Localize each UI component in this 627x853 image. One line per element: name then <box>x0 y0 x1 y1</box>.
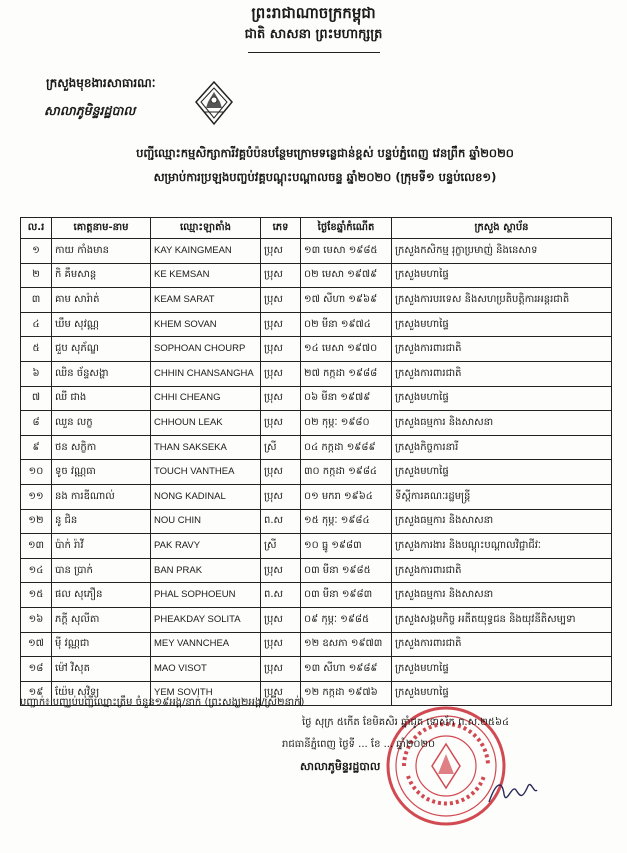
sex: ប្រុស <box>261 558 301 583</box>
signatory-title: សាលាភូមិន្ទរដ្ឋបាល <box>300 760 381 773</box>
table-row <box>21 361 612 386</box>
sex: ប្រុស <box>261 263 301 288</box>
date-of-birth: ០២ កុម្ភៈ ១៩៨០ <box>301 411 392 436</box>
khmer-name: ភក្តី សុលីតា <box>52 607 151 632</box>
ministry: ក្រសួងការពារជាតិ <box>392 632 612 657</box>
ministry: ក្រសួងមហាផ្ទៃ <box>392 460 612 485</box>
khmer-name: ម៉ី វណ្ណជា <box>52 632 151 657</box>
ministry: ទីស្តីការគណៈរដ្ឋមន្ត្រី <box>392 484 612 509</box>
ministry: ក្រសួងធម្មការ និងសាសនា <box>392 411 612 436</box>
table-row <box>21 337 612 362</box>
document-title: បញ្ជីឈ្មោះកម្មសិក្សាការីវគ្គបំប៉នបន្ថែមក្រោមទន្លេជាន់ខ្ពស់ បន្ទប់ភ្នំពេញ វេនព្រឹក ឆ្នាំ២០២០ <box>136 146 514 160</box>
date-of-birth: ០៤ កក្កដា ១៩៨៩ <box>301 435 392 460</box>
header-date-of-birth: ថ្ងៃខែឆ្នាំកំណើត <box>301 218 392 239</box>
khmer-name: ម៉ៅ វិសុត <box>52 657 151 682</box>
latin-name: MAO VISOT <box>151 657 261 682</box>
khmer-name: កិ គឹមសាន្ត <box>52 263 151 288</box>
sex: ព.ស <box>261 583 301 608</box>
table-row <box>21 411 612 436</box>
khmer-name: ឃឹម សុវណ្ណ <box>52 312 151 337</box>
row-number: ២ <box>21 263 52 288</box>
header-number: ល.រ <box>21 218 52 239</box>
row-number: ៧ <box>21 386 52 411</box>
latin-name: CHHOUN LEAK <box>151 411 261 436</box>
sex: ប្រុស <box>261 239 301 264</box>
khmer-name: បាន ប្រាក់ <box>52 558 151 583</box>
latin-name: THAN SAKSEKA <box>151 435 261 460</box>
table-row <box>21 509 612 534</box>
table-row <box>21 386 612 411</box>
latin-name: KAY KAINGMEAN <box>151 239 261 264</box>
date-of-birth: ១៥ កុម្ភៈ ១៩៨៤ <box>301 509 392 534</box>
row-number: ៤ <box>21 312 52 337</box>
ministry: ក្រសួងធម្មការ និងសាសនា <box>392 583 612 608</box>
table-row <box>21 657 612 682</box>
date-of-birth: ១០ ធ្នូ ១៩៨៣ <box>301 534 392 559</box>
header-khmer-name: គោត្តនាម-នាម <box>52 218 151 239</box>
date-of-birth: ១៧ សីហា ១៩៦៩ <box>301 288 392 313</box>
header-ministry: ក្រសួង ស្ថាប័ន <box>392 218 612 239</box>
latin-name: YEM SOVITH <box>151 681 261 706</box>
ministry: ក្រសួងកសិកម្ម រុក្ខាប្រមាញ់ និងនេសាទ <box>392 239 612 264</box>
footer-note: បញ្ជាក់៖ បញ្ឈប់បញ្ជីឈ្មោះត្រឹម ចំនួន១៩អង្គ/នាក់ (ព្រះសង្ឃ២អង្គ/ស្រី២នាក់) <box>20 697 305 708</box>
sex: ប្រុស <box>261 632 301 657</box>
document-subtitle: សម្រាប់ការប្រឡងបញ្ចប់វគ្គបណ្តុះបណ្តាលចន្ទ ឆ្នាំ២០២០ (ក្រុមទី១ បន្ទប់លេខ១) <box>153 170 497 184</box>
table-row <box>21 484 612 509</box>
latin-name: CHHI CHEANG <box>151 386 261 411</box>
signature-icon <box>486 772 540 810</box>
sex: ប្រុស <box>261 607 301 632</box>
khmer-name: នូ ជិន <box>52 509 151 534</box>
latin-name: MEY VANNCHEA <box>151 632 261 657</box>
row-number: ១៦ <box>21 607 52 632</box>
row-number: ១០ <box>21 460 52 485</box>
sex: ប្រុស <box>261 288 301 313</box>
khmer-name: ឈួន លក្ខ <box>52 411 151 436</box>
place-date-line: រាជធានីភ្នំពេញ ថ្ងៃទី ... ខែ ... ឆ្នាំ២០២០ <box>282 739 436 750</box>
latin-name: BAN PRAK <box>151 558 261 583</box>
khmer-name: កាយ កាំងមាន <box>52 239 151 264</box>
table-row <box>21 460 612 485</box>
date-of-birth: ១៣ មេសា ១៩៨៥ <box>301 239 392 264</box>
row-number: ៩ <box>21 435 52 460</box>
khmer-name: ឈី ជាង <box>52 386 151 411</box>
sex: ស្រី <box>261 435 301 460</box>
latin-name: CHHIN CHANSANGHA <box>151 361 261 386</box>
row-number: ១៣ <box>21 534 52 559</box>
table-row <box>21 583 612 608</box>
latin-name: PAK RAVY <box>151 534 261 559</box>
ministry: ក្រសួងមហាផ្ទៃ <box>392 312 612 337</box>
date-of-birth: ០៣ មីនា ១៩៨៣ <box>301 583 392 608</box>
ministry: ក្រសួងសង្គមកិច្ច អតីតយុទ្ធជន និងយុវនីតិសម្បទា <box>392 607 612 632</box>
latin-name: KHEM SOVAN <box>151 312 261 337</box>
motto-divider <box>248 52 380 53</box>
school-name: សាលាភូមិន្ទរដ្ឋបាល <box>44 103 136 118</box>
ministry: ក្រសួងមហាផ្ទៃ <box>392 263 612 288</box>
date-of-birth: ០២ មីនា ១៩៧៤ <box>301 312 392 337</box>
row-number: ៥ <box>21 337 52 362</box>
latin-name: NONG KADINAL <box>151 484 261 509</box>
kingdom-heading: ព្រះរាជាណាចក្រកម្ពុជា <box>251 4 376 22</box>
school-emblem-icon <box>192 80 236 126</box>
khmer-name: យ៉ែម សុវិទ្យ <box>52 681 151 706</box>
table-row <box>21 534 612 559</box>
latin-name: KEAM SARAT <box>151 288 261 313</box>
date-of-birth: ១២ ឧសភា ១៩៧៣ <box>301 632 392 657</box>
row-number: ១ <box>21 239 52 264</box>
table-row <box>21 239 612 264</box>
khmer-name: ផល សុភឿន <box>52 583 151 608</box>
table-row <box>21 312 612 337</box>
ministry: ក្រសួងការពារជាតិ <box>392 337 612 362</box>
trainee-table <box>20 217 612 706</box>
table-row <box>21 288 612 313</box>
row-number: ៣ <box>21 288 52 313</box>
row-number: ១៨ <box>21 657 52 682</box>
date-of-birth: ១៤ មេសា ១៩៧០ <box>301 337 392 362</box>
sex: ប្រុស <box>261 681 301 706</box>
date-of-birth: ០២ មេសា ១៩៧៩ <box>301 263 392 288</box>
row-number: ១៩ <box>21 681 52 706</box>
date-of-birth: ៣០ កក្កដា ១៩៨៤ <box>301 460 392 485</box>
sex: ប្រុស <box>261 386 301 411</box>
date-of-birth: ០៣ មីនា ១៩៨៥ <box>301 558 392 583</box>
latin-name: PHAL SOPHOEUN <box>151 583 261 608</box>
latin-name: KE KEMSAN <box>151 263 261 288</box>
khmer-name: ទូច វណ្ណធា <box>52 460 151 485</box>
sex: ស្រី <box>261 534 301 559</box>
table-row <box>21 435 612 460</box>
ministry: ក្រសួងធម្មការ និងសាសនា <box>392 509 612 534</box>
ministry: ក្រសួងការងារ និងបណ្តុះបណ្តាលវិជ្ជាជីវៈ <box>392 534 612 559</box>
ministry: ក្រសួងមហាផ្ទៃ <box>392 386 612 411</box>
date-of-birth: ០១ មករា ១៩៦៤ <box>301 484 392 509</box>
date-of-birth: ០៦ មីនា ១៩៧៩ <box>301 386 392 411</box>
date-of-birth: ១២ កក្កដា ១៩៧៦ <box>301 681 392 706</box>
khmer-name: ប៉ាក់ រ៉ាវី <box>52 534 151 559</box>
row-number: ១១ <box>21 484 52 509</box>
row-number: ១៥ <box>21 583 52 608</box>
sex: ប្រុស <box>261 460 301 485</box>
table-row <box>21 263 612 288</box>
row-number: ១៤ <box>21 558 52 583</box>
ministry: ក្រសួងការពារជាតិ <box>392 361 612 386</box>
national-motto: ជាតិ សាសនា ព្រះមហាក្សត្រ <box>244 27 383 42</box>
khmer-name: ឈិន ច័ន្ទសង្ហា <box>52 361 151 386</box>
row-number: ១២ <box>21 509 52 534</box>
sex: ប្រុស <box>261 312 301 337</box>
latin-name: TOUCH VANTHEA <box>151 460 261 485</box>
header-latin-name: ឈ្មោះឡាតាំង <box>151 218 261 239</box>
ministry: ក្រសួងការបរទេស និងសហប្រតិបត្តិការអន្តរជាតិ <box>392 288 612 313</box>
ministry: ក្រសួងការពារជាតិ <box>392 558 612 583</box>
khmer-name: ថន សក្ខិកា <box>52 435 151 460</box>
sex: ប្រុស <box>261 411 301 436</box>
date-of-birth: ០៩ កុម្ភៈ ១៩៨៥ <box>301 607 392 632</box>
header-sex: ភេទ <box>261 218 301 239</box>
sex: ប្រុស <box>261 337 301 362</box>
row-number: ៦ <box>21 361 52 386</box>
ministry: ក្រសួងមហាផ្ទៃ <box>392 681 612 706</box>
ministry: ក្រសួងមហាផ្ទៃ <box>392 657 612 682</box>
date-of-birth: ១៣ សីហា ១៩៨៩ <box>301 657 392 682</box>
row-number: ១៧ <box>21 632 52 657</box>
khmer-name: នង ការឌីណាល់ <box>52 484 151 509</box>
latin-name: PHEAKDAY SOLITA <box>151 607 261 632</box>
ministry-name: ក្រសួងមុខងារសាធារណៈ <box>46 76 156 90</box>
table-row <box>21 558 612 583</box>
lunar-date-line: ថ្ងៃ សុក្រ ៥កើត ខែមិគសិរ ឆ្នាំជូត ទោស័ក ព.ស.២៥៦៤ <box>302 717 510 728</box>
sex: ព.ស <box>261 509 301 534</box>
sex: ប្រុស <box>261 484 301 509</box>
latin-name: NOU CHIN <box>151 509 261 534</box>
table-row <box>21 632 612 657</box>
row-number: ៨ <box>21 411 52 436</box>
sex: ប្រុស <box>261 361 301 386</box>
sex: ប្រុស <box>261 657 301 682</box>
table-row <box>21 607 612 632</box>
khmer-name: ជួប សុភ័ណ្ឌ <box>52 337 151 362</box>
khmer-name: គាម សារ៉ាត់ <box>52 288 151 313</box>
date-of-birth: ២៧ កក្កដា ១៩៨៨ <box>301 361 392 386</box>
table-header-row <box>21 218 612 239</box>
latin-name: SOPHOAN CHOURP <box>151 337 261 362</box>
ministry: ក្រសួងកិច្ចការនារី <box>392 435 612 460</box>
